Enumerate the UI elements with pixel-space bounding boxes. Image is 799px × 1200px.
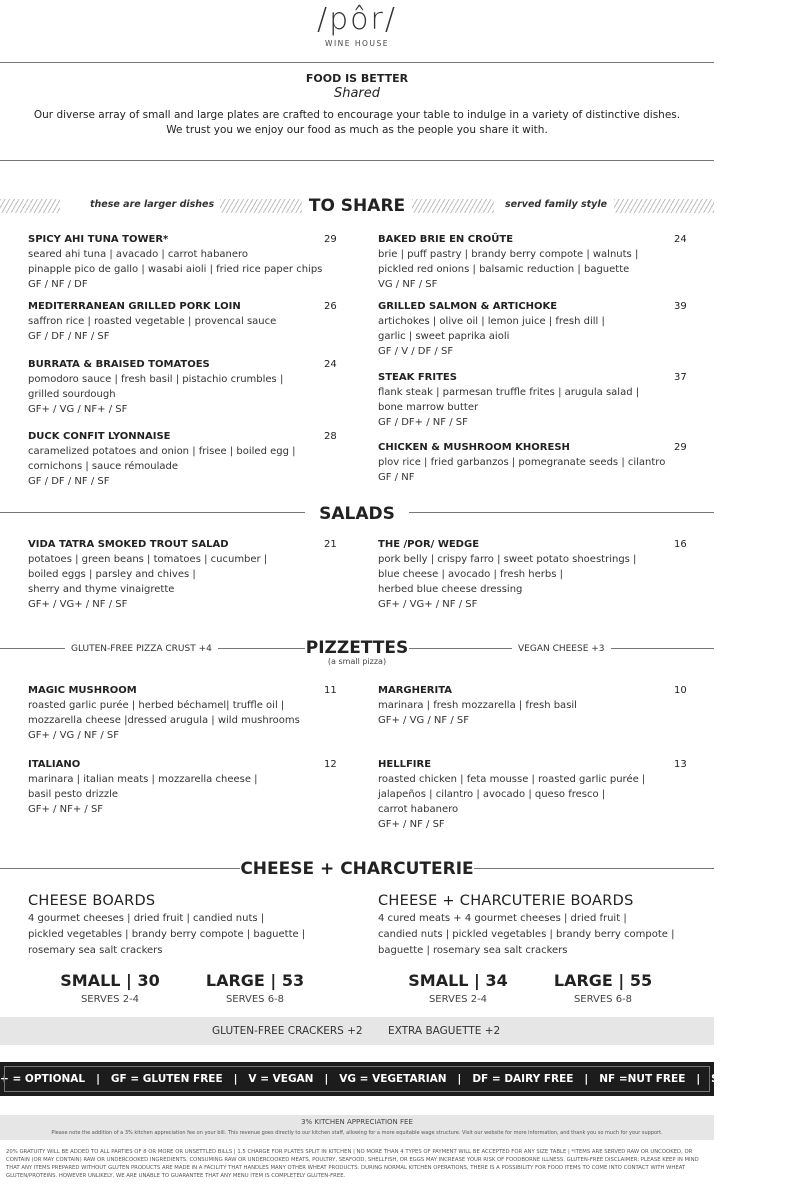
menu-item (28, 429, 343, 489)
addon-gf-crackers: GLUTEN-FREE CRACKERS +2 (212, 1025, 363, 1037)
menu-item-desc-line: brie | puff pastry | brandy berry compote | walnuts | (378, 249, 639, 260)
menu-item (28, 537, 343, 612)
menu-item-desc-line: GF+ / VG / NF / SF (28, 730, 119, 741)
menu-item (378, 537, 693, 612)
section-title-cheese: CHEESE + CHARCUTERIE (240, 859, 474, 879)
menu-item-name: MARGHERITA (378, 685, 453, 696)
menu-item (28, 232, 343, 292)
pizzettes-left-note: GLUTEN-FREE PIZZA CRUST +4 (65, 644, 218, 654)
menu-item-price: 16 (674, 539, 687, 550)
menu-item-desc-line: GF+ / NF / SF (378, 819, 445, 830)
cheese-large-price: LARGE | 53 (205, 971, 305, 990)
menu-item-desc-line: GF+ / VG+ / NF / SF (28, 599, 128, 610)
menu-item-price: 37 (674, 372, 687, 383)
divider (0, 62, 714, 63)
menu-item-price: 24 (324, 359, 337, 370)
menu-item-price: 11 (324, 685, 337, 696)
menu-item-price: 26 (324, 301, 337, 312)
section-title-pizzettes: PIZZETTES (305, 638, 409, 658)
addon-extra-baguette: EXTRA BAGUETTE +2 (388, 1025, 501, 1037)
menu-item (28, 299, 343, 344)
menu-item-desc-line: GF / V / DF / SF (378, 346, 454, 357)
menu-item-desc-line: marinara | italian meats | mozzarella cheese | (28, 774, 258, 785)
menu-item-name: BURRATA & BRAISED TOMATOES (28, 359, 210, 370)
menu-item-desc-line: grilled sourdough (28, 389, 116, 400)
menu-item-desc-line: GF / DF / NF / SF (28, 476, 110, 487)
hatch-decoration (614, 199, 714, 213)
menu-item-desc-line: seared ahi tuna | avacado | carrot habanero (28, 249, 249, 260)
menu-item-desc-line: GF / DF+ / NF / SF (378, 417, 468, 428)
menu-item-price: 10 (674, 685, 687, 696)
menu-item-desc-line: GF / NF / DF (28, 279, 88, 290)
menu-item-desc-line: garlic | sweet paprika aioli (378, 331, 510, 342)
desc-line: 4 gourmet cheeses | dried fruit | candied nuts | (28, 913, 265, 924)
menu-item-desc-line: VG / NF / SF (378, 279, 438, 290)
menu-item-name: GRILLED SALMON & ARTICHOKE (378, 301, 558, 312)
menu-item-desc-line: pomodoro sauce | fresh basil | pistachio crumbles | (28, 374, 284, 385)
to-share-left-note: these are larger dishes (90, 199, 215, 210)
menu-item-desc-line: pinapple pico de gallo | wasabi aioli | fried rice paper chips (28, 264, 323, 275)
charcuterie-large-serves: SERVES 6-8 (573, 994, 633, 1005)
divider (0, 160, 714, 161)
menu-item-name: DUCK CONFIT LYONNAISE (28, 431, 171, 442)
menu-item (378, 757, 693, 832)
menu-item-desc-line: herbed blue cheese dressing (378, 584, 523, 595)
addons-bar (0, 1017, 714, 1045)
cheese-large-serves: SERVES 6-8 (225, 994, 285, 1005)
pizzettes-subtitle: (a small pizza) (327, 657, 387, 666)
restaurant-subtitle: WINE HOUSE (325, 39, 389, 48)
menu-item-desc-line: basil pesto drizzle (28, 789, 119, 800)
menu-item-desc-line: jalapeños | cilantro | avocado | queso fresco | (378, 789, 606, 800)
menu-item (378, 370, 693, 430)
desc-line: candied nuts | pickled vegetables | brandy berry compote | (378, 929, 675, 940)
menu-item-desc-line: bone marrow butter (378, 402, 479, 413)
menu-item-price: 29 (674, 442, 687, 453)
menu-item-price: 39 (674, 301, 687, 312)
menu-item-desc-line: GF+ / NF+ / SF (28, 804, 104, 815)
menu-item-desc-line: saffron rice | roasted vegetable | provencal sauce (28, 316, 277, 327)
menu-item-desc-line: roasted garlic purée | herbed béchamel| truffle oil | (28, 700, 285, 711)
desc-line: baguette | rosemary sea salt crackers (378, 945, 568, 956)
menu-item-desc-line: GF / NF (378, 472, 415, 483)
menu-item (378, 440, 693, 485)
menu-item-desc-line: caramelized potatoes and onion | frisee | boiled egg | (28, 446, 296, 457)
menu-item (28, 357, 343, 417)
restaurant-logo: /pôr/ (317, 2, 397, 37)
menu-item-price: 21 (324, 539, 337, 550)
menu-item-desc-line: plov rice | fried garbanzos | pomegranate seeds | cilantro (378, 457, 666, 468)
intro-script: Shared (333, 86, 381, 101)
menu-item-price: 24 (674, 234, 687, 245)
fee-title: 3% KITCHEN APPRECIATION FEE (301, 1118, 413, 1126)
menu-item-desc-line: pork belly | crispy farro | sweet potato shoestrings | (378, 554, 637, 565)
desc-line: 4 cured meats + 4 gourmet cheeses | dried fruit | (378, 913, 627, 924)
menu-item-desc-line: GF / DF / NF / SF (28, 331, 110, 342)
cheese-board-title: CHEESE BOARDS (28, 893, 156, 909)
menu-item (378, 232, 693, 292)
section-title-salads: SALADS (305, 504, 409, 524)
menu-item-name: VIDA TATRA SMOKED TROUT SALAD (28, 539, 229, 550)
menu-item-price: 29 (324, 234, 337, 245)
menu-item-name: SPICY AHI TUNA TOWER* (28, 234, 169, 245)
legend-text: + = OPTIONAL | GF = GLUTEN FREE | V = VEGAN | VG = VEGETARIAN | DF = DAIRY FREE | NF =NUT FREE | SF = SOY FREE (0, 1073, 799, 1085)
legend-outline (4, 1066, 710, 1092)
menu-item-desc-line: potatoes | green beans | tomatoes | cucumber | (28, 554, 268, 565)
intro-line: Our diverse array of small and large plates are crafted to encourage your table to indulge in a variety of distinctive dishes. (33, 109, 681, 121)
desc-line: rosemary sea salt crackers (28, 945, 163, 956)
charcuterie-board-title: CHEESE + CHARCUTERIE BOARDS (378, 893, 634, 909)
cheese-small-serves: SERVES 2-4 (80, 994, 140, 1005)
cheese-board-desc (28, 911, 338, 959)
menu-item-desc-line: roasted chicken | feta mousse | roasted garlic purée | (378, 774, 646, 785)
menu-item-desc-line: artichokes | olive oil | lemon juice | fresh dill | (378, 316, 605, 327)
menu-item-desc-line: GF+ / VG / NF / SF (378, 715, 469, 726)
menu-item-price: 13 (674, 759, 687, 770)
menu-item-desc-line: marinara | fresh mozzarella | fresh basil (378, 700, 577, 711)
intro-title: FOOD IS BETTER (305, 72, 409, 85)
menu-item (28, 757, 343, 817)
menu-item (28, 683, 343, 743)
menu-item (378, 299, 693, 359)
menu-item-desc-line: mozzarella cheese |dressed arugula | wild mushrooms (28, 715, 300, 726)
cheese-small-price: SMALL | 30 (60, 971, 160, 990)
pizzettes-right-note: VEGAN CHEESE +3 (512, 644, 611, 654)
charcuterie-large-price: LARGE | 55 (553, 971, 653, 990)
menu-item-name: CHICKEN & MUSHROOM KHORESH (378, 442, 570, 453)
menu-item-desc-line: boiled eggs | parsley and chives | (28, 569, 196, 580)
legal-disclaimer: 20% GRATUITY WILL BE ADDED TO ALL PARTIES OF 8 OR MORE OR UNSETTLED BILLS | 1.5 CHARGE FOR PLATES SPLIT IN KITCHEN | NO MORE THAN 4 TYPES OF PAYMENT WILL BE ACCEPTED FOR ANY SIZE TABLE | *ITEMS ARE SERVED RAW OR UNCOOKED, OR CONTAIN (OR MAY CONTAIN) RAW OR UNDERCOOKED INGREDIENTS. CONSUMING RAW OR UNDERCOOKED MEATS, POULTRY, SEAFOOD, SHELLFISH, OR EGGS MAY INCREASE YOUR RISK OF FOODBORNE ILLNESS. GLUTEN-FREE DISCLAIMER: PLEASE KEEP IN MIND THAT ANY ITEMS PREPARED WITHOUT GLUTEN PRODUCTS ARE MADE IN A FACILITY THAT HANDLES MANY OTHER WHEAT PRODUCTS. DURING NORMAL KITCHEN OPERATIONS, THERE IS A POSSIBILITY FOR FOOD ITEMS TO COME INTO CONTACT WITH WHEAT GLUTEN/PROTEINS. HOWEVER UNLIKELY, WE ARE UNABLE TO GUARANTEE THAT ANY MENU ITEM IS COMPLETELY GLUTEN-FREE. (6, 1149, 699, 1179)
menu-item-price: 28 (324, 431, 337, 442)
menu-item-name: ITALIANO (28, 759, 81, 770)
menu-item-name: MAGIC MUSHROOM (28, 685, 137, 696)
section-title-to-share: TO SHARE (308, 196, 406, 216)
menu-item-desc-line: blue cheese | avocado | fresh herbs | (378, 569, 564, 580)
menu-item-desc-line: cornichons | sauce rémoulade (28, 461, 179, 472)
menu-item-name: HELLFIRE (378, 759, 432, 770)
charcuterie-small-price: SMALL | 34 (408, 971, 508, 990)
charcuterie-board-desc (378, 911, 688, 959)
menu-item-name: MEDITERRANEAN GRILLED PORK LOIN (28, 301, 241, 312)
fee-text: Please note the addition of a 3% kitchen appreciation fee on your bill. This revenue goes directly to our kitchen staff, allowing for a more equitable wage structure. Visit our website for more information, and thank you so much for your support. (51, 1130, 663, 1136)
to-share-right-note: served family style (505, 199, 608, 210)
intro-text (0, 108, 714, 138)
intro-line: We trust you we enjoy our food as much as the people you share it with. (166, 124, 548, 136)
menu-item-name: STEAK FRITES (378, 372, 457, 383)
menu-item-desc-line: flank steak | parmesan truffle frites | arugula salad | (378, 387, 640, 398)
menu-item-desc-line: GF+ / VG+ / NF / SF (378, 599, 478, 610)
menu-item-desc-line: sherry and thyme vinaigrette (28, 584, 175, 595)
menu-item-desc-line: pickled red onions | balsamic reduction | baguette (378, 264, 630, 275)
menu-item (378, 683, 693, 728)
menu-item-desc-line: carrot habanero (378, 804, 459, 815)
desc-line: pickled vegetables | brandy berry compote | baguette | (28, 929, 306, 940)
menu-item-price: 12 (324, 759, 337, 770)
menu-item-desc-line: GF+ / VG / NF+ / SF (28, 404, 128, 415)
charcuterie-small-serves: SERVES 2-4 (428, 994, 488, 1005)
menu-item-name: BAKED BRIE EN CROÛTE (378, 234, 514, 245)
hatch-decoration (412, 199, 494, 213)
menu-item-name: THE /POR/ WEDGE (378, 539, 480, 550)
